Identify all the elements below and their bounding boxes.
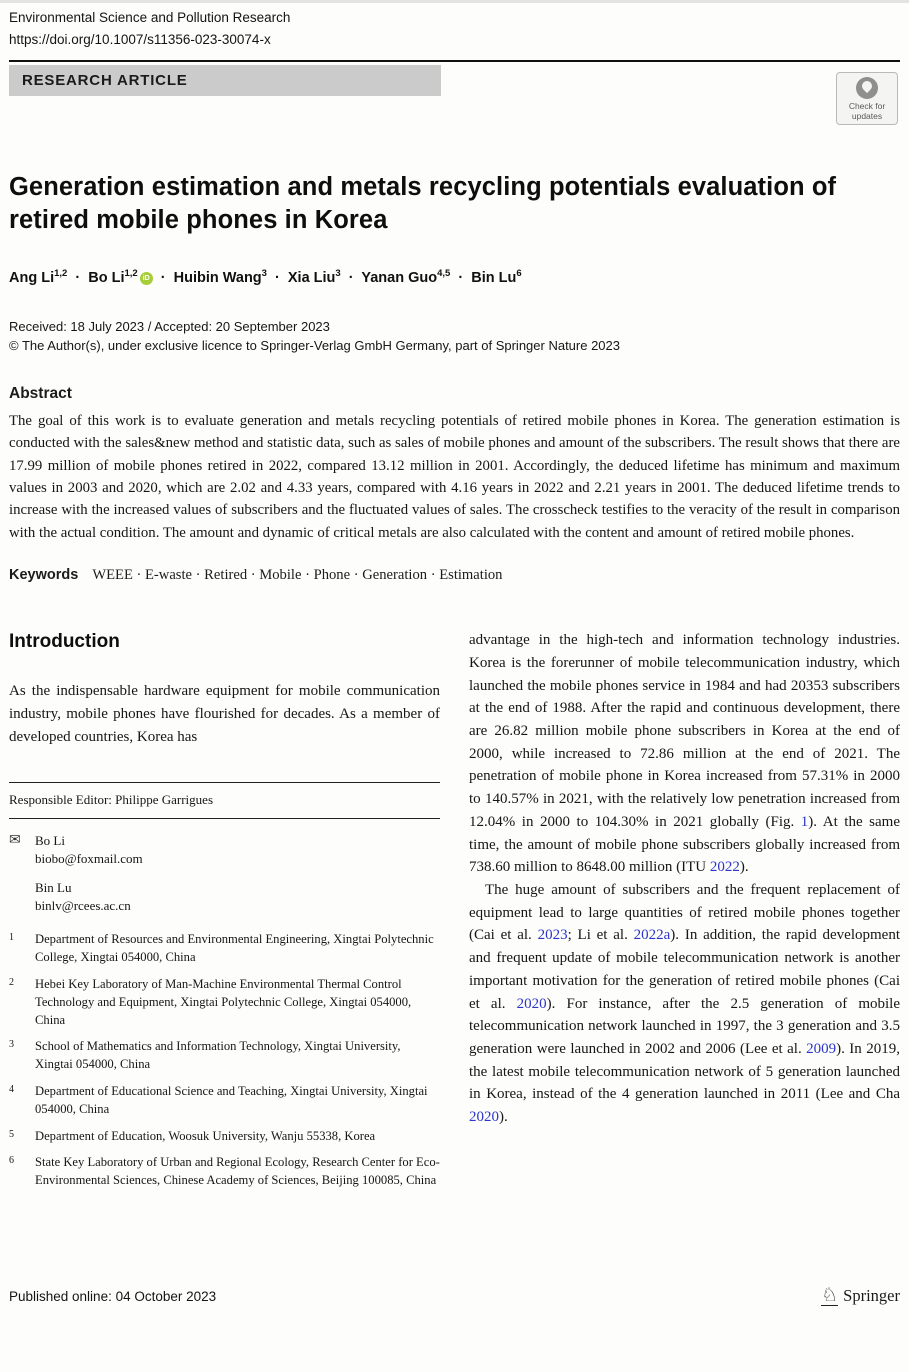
abstract-text: The goal of this work is to evaluate generation and metals recycling potentials of retired mobile phones in Korea. The generation estimation is conducted with the sales&new method and statistic data, such as sales of mobile phones and amount of the subscribers. The result shows that there are 17.99 million of mobile phones retired in 2022, compared 13.12 million in 2001. Accordingly, the deduced lifetime has minimum and maximum values in 2003 and 2020, which are 2.02 and 4.33 years, compared with 4.16 years in 2022 and 2.21 years in 2001. The deduced lifetime trends to increase with the increased values of subscribers and the fluctuated values of sales. The crosscheck testifies to the veracity of the result in comparison with the actual condition. The amount and dynamic of critical metals are also calculated with the content and amount of retired mobile phones. xyxy=(9,412,900,541)
left-column xyxy=(9,629,440,1199)
correspondent-email[interactable]: biobo@foxmail.com xyxy=(35,851,143,867)
footnote-block xyxy=(9,782,440,1190)
author-separator: · xyxy=(348,269,354,286)
email-icon: ✉ xyxy=(9,833,21,849)
author-separator: · xyxy=(75,269,81,286)
figure-1-link[interactable]: 1 xyxy=(800,813,809,830)
springer-wordmark: Springer xyxy=(843,1286,900,1305)
citation-link-cai-2023[interactable]: 2023 xyxy=(537,927,568,944)
author-separator: · xyxy=(458,269,464,286)
banner-row xyxy=(9,65,900,125)
affiliation-item: 1 Department of Resources and Environmental Engineering, Xingtai Polytechnic College, Xingtai 054000, China xyxy=(9,932,434,965)
published-online-date: Published online: 04 October 2023 xyxy=(9,1288,217,1304)
correspondent-name: Bin Lu xyxy=(35,880,72,896)
introduction-heading: Introduction xyxy=(9,631,120,653)
keywords-line xyxy=(9,567,900,584)
header-rule xyxy=(9,60,900,62)
crossmark-icon xyxy=(856,77,878,99)
authors-line xyxy=(9,268,900,286)
author-huibin-wang: Huibin Wang$^3$ xyxy=(173,268,267,286)
author-bo-li: Bo Li$^{1,2}$ iD xyxy=(88,270,152,286)
correspondent-email[interactable]: binlv@rcees.ac.cn xyxy=(35,898,131,914)
affiliation-item: 3 School of Mathematics and Information Technology, Xingtai University, Xingtai 054000, China xyxy=(9,1039,401,1072)
affiliation-item: 4 Department of Educational Science and Teaching, Xingtai University, Xingtai 054000, China xyxy=(9,1083,428,1116)
correspondent-name: Bo Li xyxy=(35,833,65,849)
springer-knight-icon: ♘ xyxy=(821,1285,839,1306)
author-separator: · xyxy=(160,269,166,286)
author-ang-li: Ang Li$^{1,2}$ xyxy=(9,268,68,286)
keywords-text: WEEE · E-waste · Retired · Mobile · Phone · Generation · Estimation xyxy=(92,567,503,584)
affiliation-item: 6 State Key Laboratory of Urban and Regional Ecology, Research Center for Eco-Environmental Sciences, Chinese Academy of Sciences, Beijing 100085, China xyxy=(9,1155,440,1188)
article-type-banner: RESEARCH ARTICLE xyxy=(9,65,441,96)
introduction-right-paragraph-1: advantage in the high-tech and information technology industries. Korea is the forerunner of mobile telecommunication industry, which launched the mobile phones service in 1984 and had 20353 subscribers at the end of 1988. After the rapid and continuous development, there are 26.82 million mobile phone subscribers in Korea at the end of 2000, while increased to 72.86 million at the end of 2021. The penetration of mobile phone in Korea increased from 57.31% in 2000 to 140.57% in 2021, with the relatively low penetration increased from 12.04% in 2000 to 104.30% in 2021 globally (Fig. 1). At the same time, the amount of mobile phone subscribers globally increased from 738.60 million to 8648.00 million (ITU 2022). xyxy=(469,632,900,876)
two-column-body xyxy=(9,629,900,1199)
correspondence-entry xyxy=(9,879,440,915)
springer-logo xyxy=(821,1286,900,1306)
correspondence-entry xyxy=(9,832,440,868)
author-bin-lu: Bin Lu$^6$ xyxy=(471,268,522,286)
check-for-updates-badge[interactable] xyxy=(836,72,898,125)
citation-link-lee-cha-2020[interactable]: 2020 xyxy=(469,1109,499,1126)
copyright-notice: © The Author(s), under exclusive licence to Springer-Verlag GmbH Germany, part of Springer Nature 2023 xyxy=(9,337,620,353)
citation-link-lee-2009[interactable]: 2009 xyxy=(806,1040,837,1057)
introduction-right-paragraph-2: The huge amount of subscribers and the frequent replacement of equipment lead to large quantities of retired mobile phones together (Cai et al. 2023; Li et al. 2022a). In addition, the rapid development and frequent update of mobile telecommunication network is another important motivation for the generation of retired mobile phones (Cai et al. 2020). For instance, after the 2.5 generation of mobile telecommunication network launched in 1997, the 3 generation and 3.5 generation were launched in 2002 and 2006 (Lee et al. 2009). In 2019, the latest mobile telecommunication network of 5 generation launched in Korea, instead of the 4 generation launched in 2011 (Lee and Cha 2020). xyxy=(469,882,900,1126)
right-column xyxy=(469,629,900,1199)
citation-link-itu-2022[interactable]: 2022 xyxy=(709,859,740,876)
footnote-rule-bottom xyxy=(9,818,440,819)
author-separator: · xyxy=(275,269,280,286)
responsible-editor-note: Responsible Editor: Philippe Garrigues xyxy=(9,792,214,808)
page-title: Generation estimation and metals recycling potentials evaluation of retired mobile phones in Korea xyxy=(9,173,837,234)
received-accepted-dates: Received: 18 July 2023 / Accepted: 20 September 2023 xyxy=(9,318,330,334)
affiliations-list xyxy=(9,931,440,1190)
check-badge-label-line1: Check for xyxy=(848,101,886,111)
abstract-heading: Abstract xyxy=(9,384,72,402)
correspondence-block xyxy=(9,832,440,915)
keywords-label: Keywords xyxy=(9,567,79,584)
check-badge-label-line2: updates xyxy=(851,111,883,121)
affiliation-item: 2 Hebei Key Laboratory of Man-Machine Environmental Thermal Control Technology and Equipment, Xingtai Polytechnic College, Xingtai 054000, China xyxy=(9,976,412,1027)
doi-link[interactable]: https://doi.org/10.1007/s11356-023-30074-x xyxy=(9,32,271,47)
introduction-left-paragraph: As the indispensable hardware equipment for mobile communication industry, mobile phones have flourished for decades. As a member of developed countries, Korea has xyxy=(9,683,440,745)
page-footer xyxy=(9,1286,900,1306)
author-yanan-guo: Yanan Guo$^{4,5}$ xyxy=(361,268,451,286)
author-xia-liu: Xia Liu$^3$ xyxy=(287,268,341,286)
affiliation-item: 5 Department of Education, Woosuk University, Wanju 55338, Korea xyxy=(9,1128,376,1143)
citation-link-cai-2020[interactable]: 2020 xyxy=(516,995,547,1012)
citation-link-li-2022a[interactable]: 2022a xyxy=(633,927,671,944)
orcid-icon[interactable]: iD xyxy=(140,272,153,285)
journal-name: Environmental Science and Pollution Research xyxy=(9,10,291,25)
email-icon-spacer xyxy=(9,879,35,915)
